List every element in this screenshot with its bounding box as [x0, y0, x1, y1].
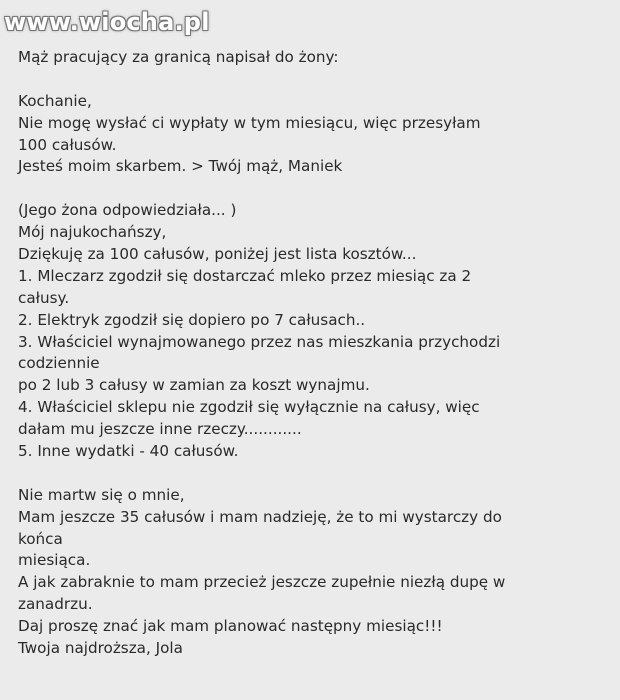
- list-item: 2. Elektryk zgodził się dopiero po 7 całusach..: [18, 310, 366, 329]
- blank-line: [18, 178, 614, 200]
- line-reply-greeting: Mój najukochańszy,: [18, 223, 167, 242]
- line-intro: Mąż pracujący za granicą napisał do żony:: [18, 48, 339, 66]
- list-item: całusy.: [18, 288, 70, 307]
- line-body: zanadrzu.: [18, 595, 93, 614]
- line-body: końca: [18, 529, 63, 548]
- line-body: Dziękuję za 100 całusów, poniżej jest lista kosztów...: [18, 245, 417, 264]
- line-body: Mam jeszcze 35 całusów i mam nadzieję, że to mi wystarczy do: [18, 507, 502, 526]
- line-body: Nie mogę wysłać ci wypłaty w tym miesiącu, więc przesyłam: [18, 113, 481, 132]
- line-body: miesiąca.: [18, 551, 91, 570]
- line-body: A jak zabraknie to mam przecież jeszcze zupełnie niezłą dupę w: [18, 573, 506, 592]
- list-item: 3. Właściciel wynajmowanego przez nas mieszkania przychodzi: [18, 332, 501, 351]
- line-body: Nie martw się o mnie,: [18, 485, 185, 504]
- list-item: po 2 lub 3 całusy w zamian za koszt wynajmu.: [18, 376, 370, 395]
- line-signature: Jesteś moim skarbem. > Twój mąż, Maniek: [18, 157, 343, 176]
- line-greeting: Kochanie,: [18, 91, 92, 110]
- list-item: dałam mu jeszcze inne rzeczy............: [18, 420, 302, 439]
- list-item: codziennie: [18, 354, 100, 373]
- list-item: 4. Właściciel sklepu nie zgodził się wyłącznie na całusy, więc: [18, 398, 480, 417]
- blank-line: [18, 463, 614, 485]
- list-item: 5. Inne wydatki - 40 całusów.: [18, 442, 239, 461]
- watermark-logo: www.wiocha.pl: [4, 8, 210, 36]
- letter-text: [18, 47, 614, 660]
- line-body: Daj proszę znać jak mam planować następny miesiąc!!!: [18, 617, 443, 636]
- line-signature: Twoja najdroższa, Jola: [18, 639, 183, 658]
- blank-line: [18, 69, 614, 91]
- line-reply-intro: (Jego żona odpowiedziała... ): [18, 201, 237, 220]
- line-body: 100 całusów.: [18, 135, 117, 154]
- list-item: 1. Mleczarz zgodził się dostarczać mleko przez miesiąc za 2: [18, 266, 472, 285]
